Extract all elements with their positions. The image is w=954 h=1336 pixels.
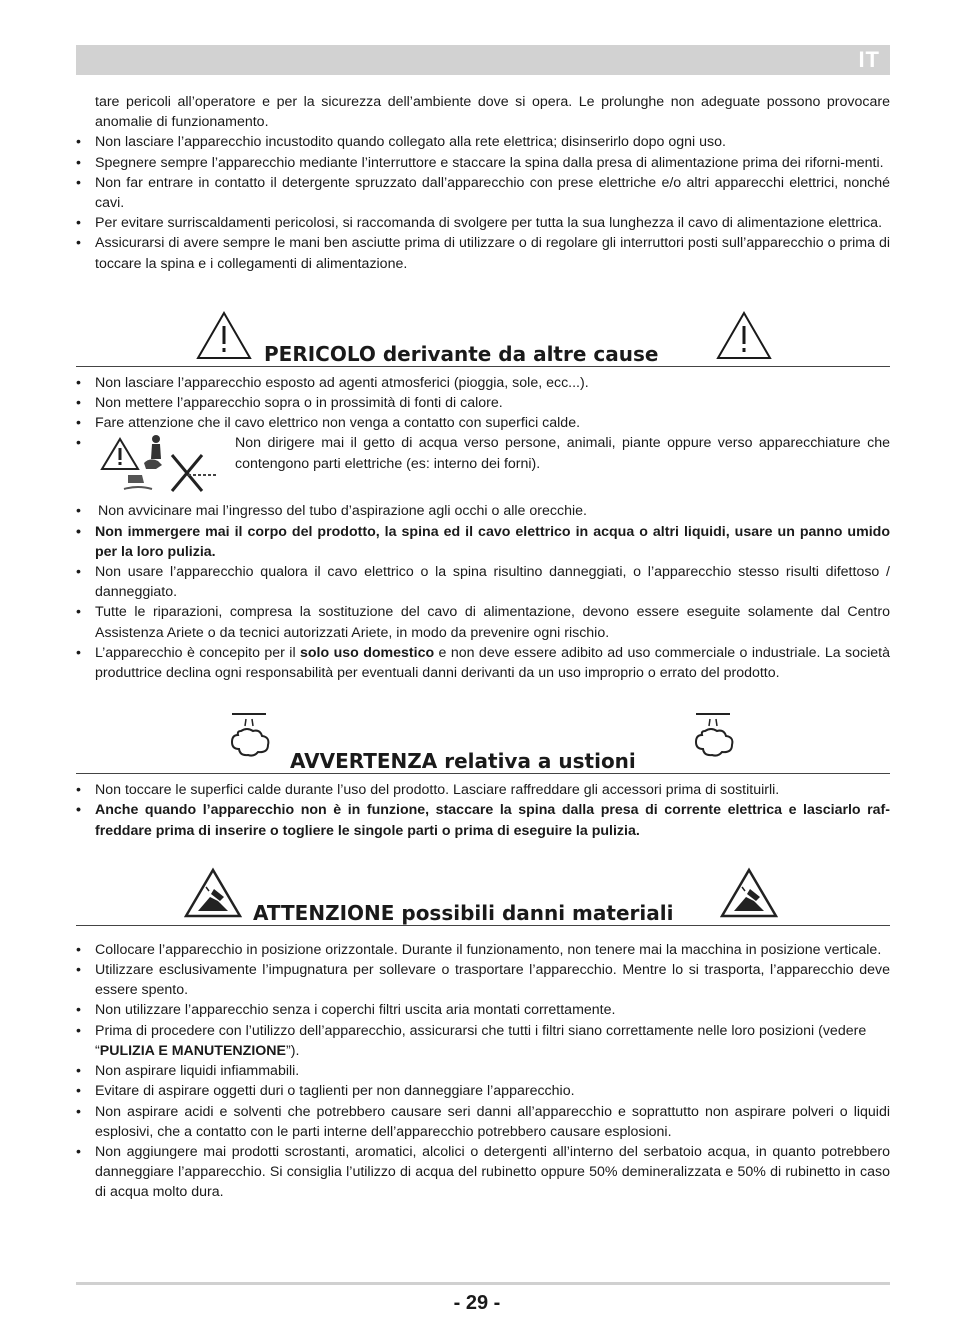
damage-section-title: ATTENZIONE possibili danni materiali: [253, 900, 674, 925]
list-item: • Per evitare surriscaldamenti pericolosi, si raccomanda di svolgere per tutta la sua lunghezza il cavo di alimentazione elettrica.: [76, 213, 890, 233]
page-number: - 29 -: [453, 1292, 501, 1314]
list-item: • Non lasciare l’apparecchio esposto ad agenti atmosferici (pioggia, sole, ecc...).: [76, 373, 890, 393]
list-item-bold-text: solo uso domestico: [300, 644, 435, 661]
danger-section-header: [76, 274, 890, 367]
list-item-bold-text: PULIZIA E MANUTENZIONE: [99, 1042, 287, 1059]
list-item: • Non toccare le superfici calde durante l’uso del prodotto. Lasciare raffreddare gli accessori prima di sostituirli.: [76, 780, 890, 800]
list-item: • Non utilizzare l’apparecchio senza i coperchi filtri uscita aria montati correttamente.: [76, 1000, 890, 1020]
damage-section-header: [76, 841, 890, 926]
list-item: • Spegnere sempre l’apparecchio mediante l’interruttore e staccare la spina dalla presa di alimentazione prima dei riforni-menti.: [76, 153, 890, 173]
list-item-text: Non dirigere mai il getto di acqua verso persone, animali, piante oppure verso apparecchiature che contengono parti elettriche (es: interno dei forni).: [235, 435, 890, 472]
bullet-dot: •: [76, 435, 81, 452]
no-water-spray-pictogram-icon: [98, 431, 218, 503]
warning-triangle-icon: [716, 310, 772, 360]
list-item: [76, 1021, 890, 1061]
list-item-text: e non deve essere adibito ad uso commerciale o industriale. La società produttrice declina ogni responsabilità per eventuali danni derivanti da un uso improprio o errato del prodotto.: [95, 644, 890, 682]
list-item-text: Prima di procedere con l’utilizzo dell’apparecchio, assicurarsi che tutti i filtri siano correttamente nelle loro posizioni (vedere “: [95, 1022, 867, 1059]
damage-list: [76, 940, 890, 1203]
continuation-paragraph: tare pericoli all’operatore e per la sicurezza dell’ambiente dove si opera. Le prolunghe non adeguate possono provocare anomalie di funzionamento.: [95, 94, 890, 131]
page-content: [76, 92, 890, 1203]
crush-hazard-triangle-icon: [184, 867, 242, 919]
list-item: • Collocare l’apparecchio in posizione orizzontale. Durante il funzionamento, non tenere mai la macchina in posizione verticale.: [76, 940, 890, 960]
header-bar: [76, 45, 890, 75]
list-item: • Non far entrare in contatto il detergente spruzzato dall’apparecchio con prese elettriche e/o altri apparecchi elettrici, nonché cavi.: [76, 173, 890, 213]
language-label: IT: [858, 47, 880, 72]
warning-triangle-icon: [196, 310, 252, 360]
burn-section-header: [76, 683, 890, 774]
list-item: • Non aspirare acidi e solventi che potrebbero causare seri danni all’apparecchio e soprattutto non aspirare polveri o liquidi esplosivi, che a contatto con le parti interne dell’apparecchio potrebbero causare esplosioni.: [76, 1102, 890, 1142]
crush-hazard-triangle-icon: [720, 867, 778, 919]
hot-surface-hand-icon: [690, 711, 740, 759]
burn-section-title: AVVERTENZA relativa a ustioni: [290, 749, 636, 774]
list-item: [76, 643, 890, 683]
danger-list-b: [76, 501, 890, 683]
danger-section-title: PERICOLO derivante da altre cause: [264, 341, 659, 366]
list-item: • Fare attenzione che il cavo elettrico non venga a contatto con superfici calde.: [76, 413, 890, 433]
list-item-text: Non avvicinare mai l’ingresso del tubo d’aspirazione agli occhi o alle orecchie.: [98, 503, 587, 520]
list-item: • Assicurarsi di avere sempre le mani ben asciutte prima di utilizzare o di regolare gli interruttori posti sull’apparecchio o prima di toccare la spina e i collegamenti di alimentazione.: [76, 233, 890, 273]
footer-divider: [76, 1282, 890, 1285]
pictogram-list-item: [76, 433, 890, 501]
list-item: • Anche quando l’apparecchio non è in funzione, staccare la spina dalla presa di corrente elettrica e lasciarlo raf-freddare prima di inserire o togliere le singole parti o prima di eseguire la pulizia.: [76, 800, 890, 840]
list-item-text: ”).: [286, 1042, 300, 1059]
burn-list: [76, 780, 890, 841]
danger-list-a: [76, 373, 890, 434]
list-item: • Tutte le riparazioni, compresa la sostituzione del cavo di alimentazione, devono essere eseguite solamente dal Centro Assistenza Ariete o da tecnici autorizzati Ariete, in modo da prevenire ogni rischio.: [76, 602, 890, 642]
list-item: • Evitare di aspirare oggetti duri o taglienti per non danneggiare l’apparecchio.: [76, 1081, 890, 1101]
list-item: • Utilizzare esclusivamente l’impugnatura per sollevare o trasportare l’apparecchio. Mentre lo si trasporta, l’apparecchio deve essere spento.: [76, 960, 890, 1000]
list-item: • Non lasciare l’apparecchio incustodito quando collegato alla rete elettrica; disinserirlo dopo ogni uso.: [76, 132, 890, 152]
list-item: • Non aspirare liquidi infiammabili.: [76, 1061, 890, 1081]
list-item: • Non aggiungere mai prodotti scrostanti, aromatici, alcolici o detergenti all’interno del serbatoio acqua, in quanto potrebbero danneggiare l’apparecchio. Si consiglia l’utilizzo di acqua del rubinetto oppure 50% demineralizzata e 50% di rubinetto in caso di acqua molto dura.: [76, 1142, 890, 1203]
intro-list: [76, 132, 890, 273]
list-item: • Non mettere l’apparecchio sopra o in prossimità di fonti di calore.: [76, 393, 890, 413]
list-item: [76, 501, 890, 521]
hot-surface-hand-icon: [226, 711, 276, 759]
list-item-text: L’apparecchio è concepito per il: [95, 644, 300, 661]
list-item: • Non usare l’apparecchio qualora il cavo elettrico o la spina risultino danneggiati, o l’apparecchio stesso risulti difettoso / danneggiato.: [76, 562, 890, 602]
list-item: • Non immergere mai il corpo del prodotto, la spina ed il cavo elettrico in acqua o altri liquidi, usare un panno umido per la loro pulizia.: [76, 522, 890, 562]
